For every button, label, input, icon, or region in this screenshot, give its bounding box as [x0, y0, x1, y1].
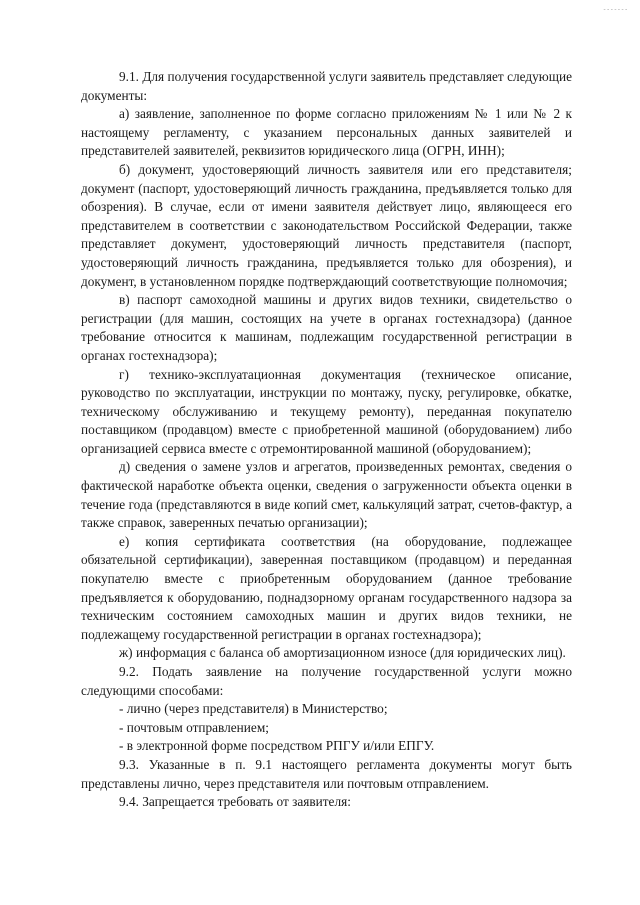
paragraph-9-1: 9.1. Для получения государственной услуги заявитель представляет следующие документы:: [81, 69, 572, 103]
paragraph-9-4: 9.4. Запрещается требовать от заявителя:: [119, 794, 351, 810]
list-item-by-mail: - почтовым отправлением;: [119, 719, 269, 735]
paragraph-9-1-e: е) копия сертификата соответствия (на оборудование, подлежащее обязательной сертификации), заверенная поставщиком (продавцом) и переданная покупателю вместе с приобретенным оборудованием (данное требование предъявляется к оборудованию, поднадзорному органам государственного надзора за техническим состоянием самоходных машин и других видов техники, не подлежащему государственной регистрации в органах гостехнадзора);: [81, 533, 572, 642]
paragraph-9-3: 9.3. Указанные в п. 9.1 настоящего регламента документы могут быть представлены лично, через представителя или почтовым отправлением.: [81, 756, 572, 791]
paragraph-9-2: 9.2. Подать заявление на получение государственной услуги можно следующими способами:: [81, 664, 572, 698]
paragraph-9-1-a: а) заявление, заполненное по форме согласно приложениям № 1 или № 2 к настоящему регламенту, с указанием персональных данных заявителей и представителей заявителей, реквизитов юридического лица (ОГРН, ИНН);: [81, 106, 572, 159]
paragraph-9-1-b: б) документ, удостоверяющий личность заявителя или его представителя; документ (паспорт, удостоверяющий личность гражданина, предъявляется только для обозрения). В случае, если от имени заявителя действует лицо, являющееся его представителем в соответствии с законодательством Российской Федерации, также представляет документ, удостоверяющий личность представителя (паспорт, удостоверяющий личность гражданина, предъявляется только для обозрения), и документ, в установленном порядке подтверждающий соответствующие полномочия;: [81, 161, 572, 289]
paragraph-9-1-d: д) сведения о замене узлов и агрегатов, произведенных ремонтах, сведения о фактической наработке объекта оценки, сведения о загруженности объекта оценки в течение года (представляются в виде копий смет, калькуляций затрат, счетов-фактур, а также справок, заверенных печатью организации);: [81, 459, 572, 531]
paragraph-9-1-g: г) технико-эксплуатационная документация (техническое описание, руководство по эксплуатации, инструкции по монтажу, пуску, регулировке, обкатке, техническому обслуживанию и текущему ремонту), переданная покупателю поставщиком (продавцом) вместе с приобретенной машиной (оборудованием) либо организацией сервиса вместе с отремонтированной машиной (оборудованием);: [81, 366, 572, 456]
document-body: [81, 68, 572, 812]
corner-mark: -------: [602, 6, 628, 13]
list-item-in-person: - лично (через представителя) в Министерство;: [119, 701, 388, 717]
paragraph-9-1-zh: ж) информация с баланса об амортизационном износе (для юридических лиц).: [119, 645, 566, 661]
list-item-electronic: - в электронной форме посредством РПГУ и/или ЕПГУ.: [119, 738, 435, 754]
paragraph-9-1-v: в) паспорт самоходной машины и других видов техники, свидетельство о регистрации (для машин, состоящих на учете в органах гостехнадзора) (данное требование относится к машинам, подлежащим государственной регистрации в органах гостехнадзора);: [81, 292, 572, 363]
